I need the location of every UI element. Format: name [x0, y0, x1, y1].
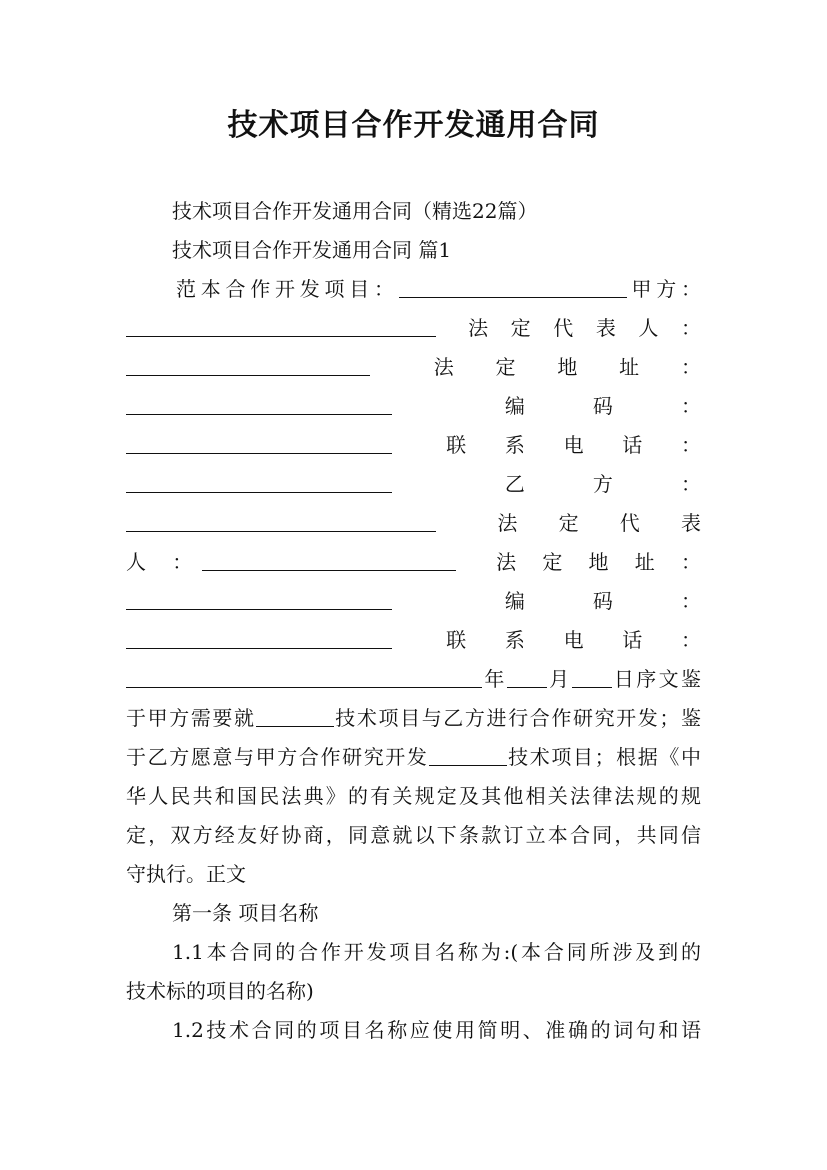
date-line: 年 月 日序文鉴 — [126, 660, 701, 698]
party-b-code-line: 编 码 ： — [126, 582, 701, 620]
party-a-rep-line: 法 定 代 表 人 ： — [126, 309, 701, 347]
article-1-heading: 第一条 项目名称 — [172, 901, 319, 925]
blank-party-a-address — [126, 388, 392, 415]
party-a-phone-line: 联 系 电 话 ： — [126, 426, 701, 464]
blank-month — [507, 661, 547, 688]
preamble-line-2: 于乙方愿意与甲方合作研究开发 技术项目；根据《中 — [126, 738, 701, 776]
section-heading-line: 技术项目合作开发通用合同 篇1 — [172, 238, 452, 262]
project-line: 范本合作开发项目： 甲方： — [176, 270, 701, 308]
blank-party-b-address — [126, 583, 392, 610]
party-b-line: 乙 方 ： — [126, 465, 701, 503]
preamble-line-1: 于甲方需要就 技术项目与乙方进行合作研究开发；鉴 — [126, 699, 701, 737]
party-a-code-line: 编 码 ： — [126, 387, 701, 425]
party-a-address-line: 法 定 地 址 ： — [126, 348, 701, 386]
party-b-rep-line: 法 定 代 表 — [126, 504, 701, 542]
blank-party-b-code — [126, 622, 392, 649]
blank-party-b-rep — [202, 544, 456, 571]
blank-project — [399, 271, 627, 298]
party-b-address-line: 人 ： 法 定 地 址 ： — [126, 543, 701, 581]
blank-party-a-rep — [126, 349, 370, 376]
blank-day — [572, 661, 612, 688]
blank-party-a — [126, 310, 436, 337]
document-title: 技术项目合作开发通用合同 — [227, 108, 600, 143]
blank-party-b-phone — [126, 661, 482, 688]
blank-party-a-code — [126, 427, 392, 454]
clause-1-1-line-2: 技术标的项目的名称) — [126, 979, 314, 1003]
party-b-phone-line: 联 系 电 话 ： — [126, 621, 701, 659]
clause-1-2-line-1: 1.2技术合同的项目名称应使用简明、准确的词句和语 — [172, 1018, 701, 1042]
blank-party-a-phone — [126, 466, 392, 493]
preamble-line-5: 守执行。正文 — [126, 862, 246, 886]
subtitle-line: 技术项目合作开发通用合同（精选22篇） — [172, 199, 538, 223]
preamble-line-4: 定，双方经友好协商，同意就以下条款订立本合同，共同信 — [126, 823, 701, 847]
clause-1-1-line-1: 1.1本合同的合作开发项目名称为:(本合同所涉及到的 — [172, 940, 701, 964]
preamble-line-3: 华人民共和国民法典》的有关规定及其他相关法律法规的规 — [126, 784, 701, 808]
blank-party-b — [126, 505, 436, 532]
blank-project-1 — [256, 700, 334, 727]
blank-project-2 — [429, 739, 507, 766]
